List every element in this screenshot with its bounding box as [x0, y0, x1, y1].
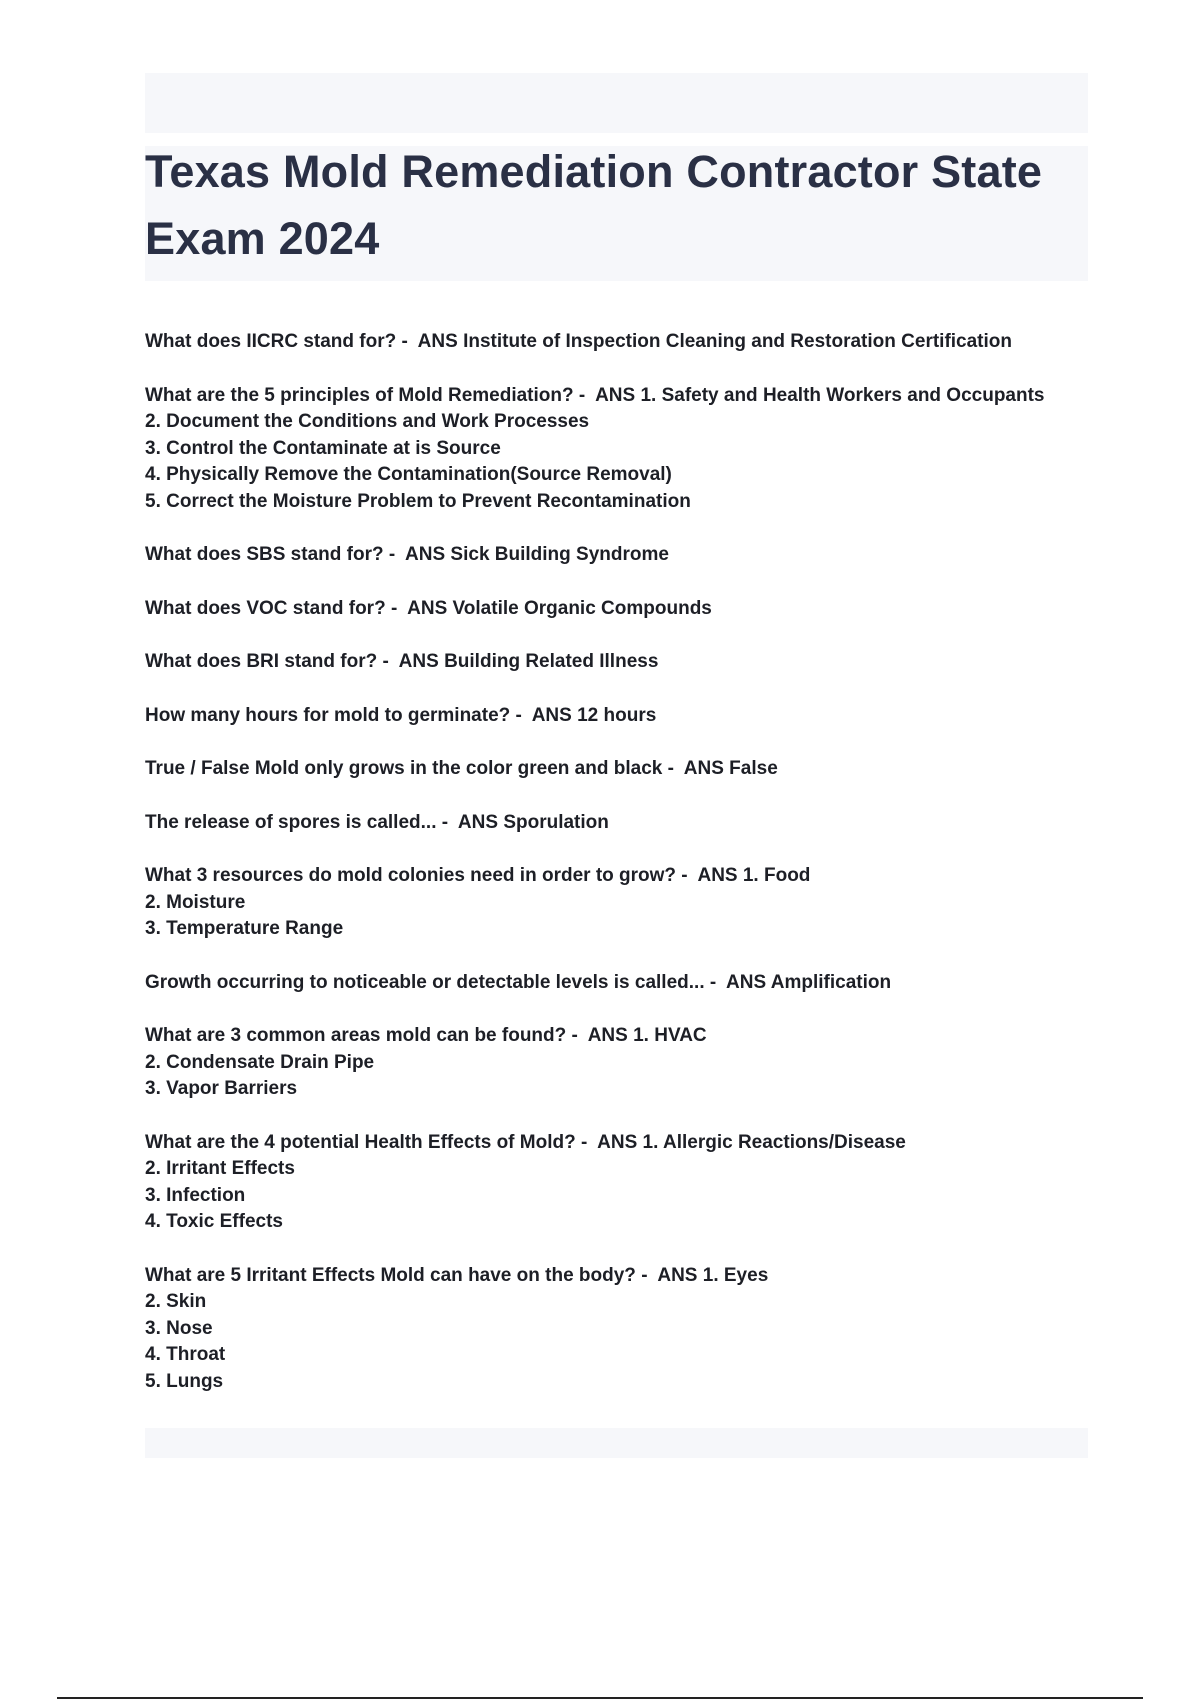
qa-item: What are 3 common areas mold can be found? - ANS 1. HVAC 2. Condensate Drain Pipe 3. Vapor Barriers [145, 1025, 707, 1099]
footer-band [145, 1428, 1088, 1458]
page-title: Texas Mold Remediation Contractor State Exam 2024 [145, 146, 1043, 264]
qa-item: What are the 4 potential Health Effects of Mold? - ANS 1. Allergic Reactions/Disease 2. Irritant Effects 3. Infection 4. Toxic Effects [145, 1131, 906, 1232]
qa-item: What does BRI stand for? - ANS Building Related Illness [145, 651, 659, 672]
footer-divider [57, 1697, 1143, 1699]
qa-item: What does VOC stand for? - ANS Volatile Organic Compounds [145, 597, 712, 619]
qa-item: True / False Mold only grows in the color green and black - ANS False [145, 758, 778, 779]
qa-list [145, 329, 1090, 1422]
qa-item: How many hours for mold to germinate? - ANS 12 hours [145, 704, 657, 726]
header-band [145, 73, 1088, 133]
qa-item: What are 5 Irritant Effects Mold can have on the body? - ANS 1. Eyes 2. Skin 3. Nose 4. Throat 5. Lungs [145, 1264, 769, 1392]
qa-item: The release of spores is called... - ANS Sporulation [145, 811, 609, 833]
qa-item: Growth occurring to noticeable or detectable levels is called... - ANS Amplification [145, 971, 892, 993]
qa-item: What are the 5 principles of Mold Remediation? - ANS 1. Safety and Health Workers and Occupants 2. Document the Conditions and Work Processes 3. Control the Contaminate at is Source 4. Physically Remove the Contamination(Source Removal) 5. Correct the Moisture Problem to Prevent Recontamination [145, 384, 1045, 512]
qa-item: What 3 resources do mold colonies need in order to grow? - ANS 1. Food 2. Moisture 3. Temperature Range [145, 865, 811, 939]
qa-item: What does SBS stand for? - ANS Sick Building Syndrome [145, 544, 669, 565]
qa-item: What does IICRC stand for? - ANS Institute of Inspection Cleaning and Restoration Certification [145, 331, 1012, 352]
